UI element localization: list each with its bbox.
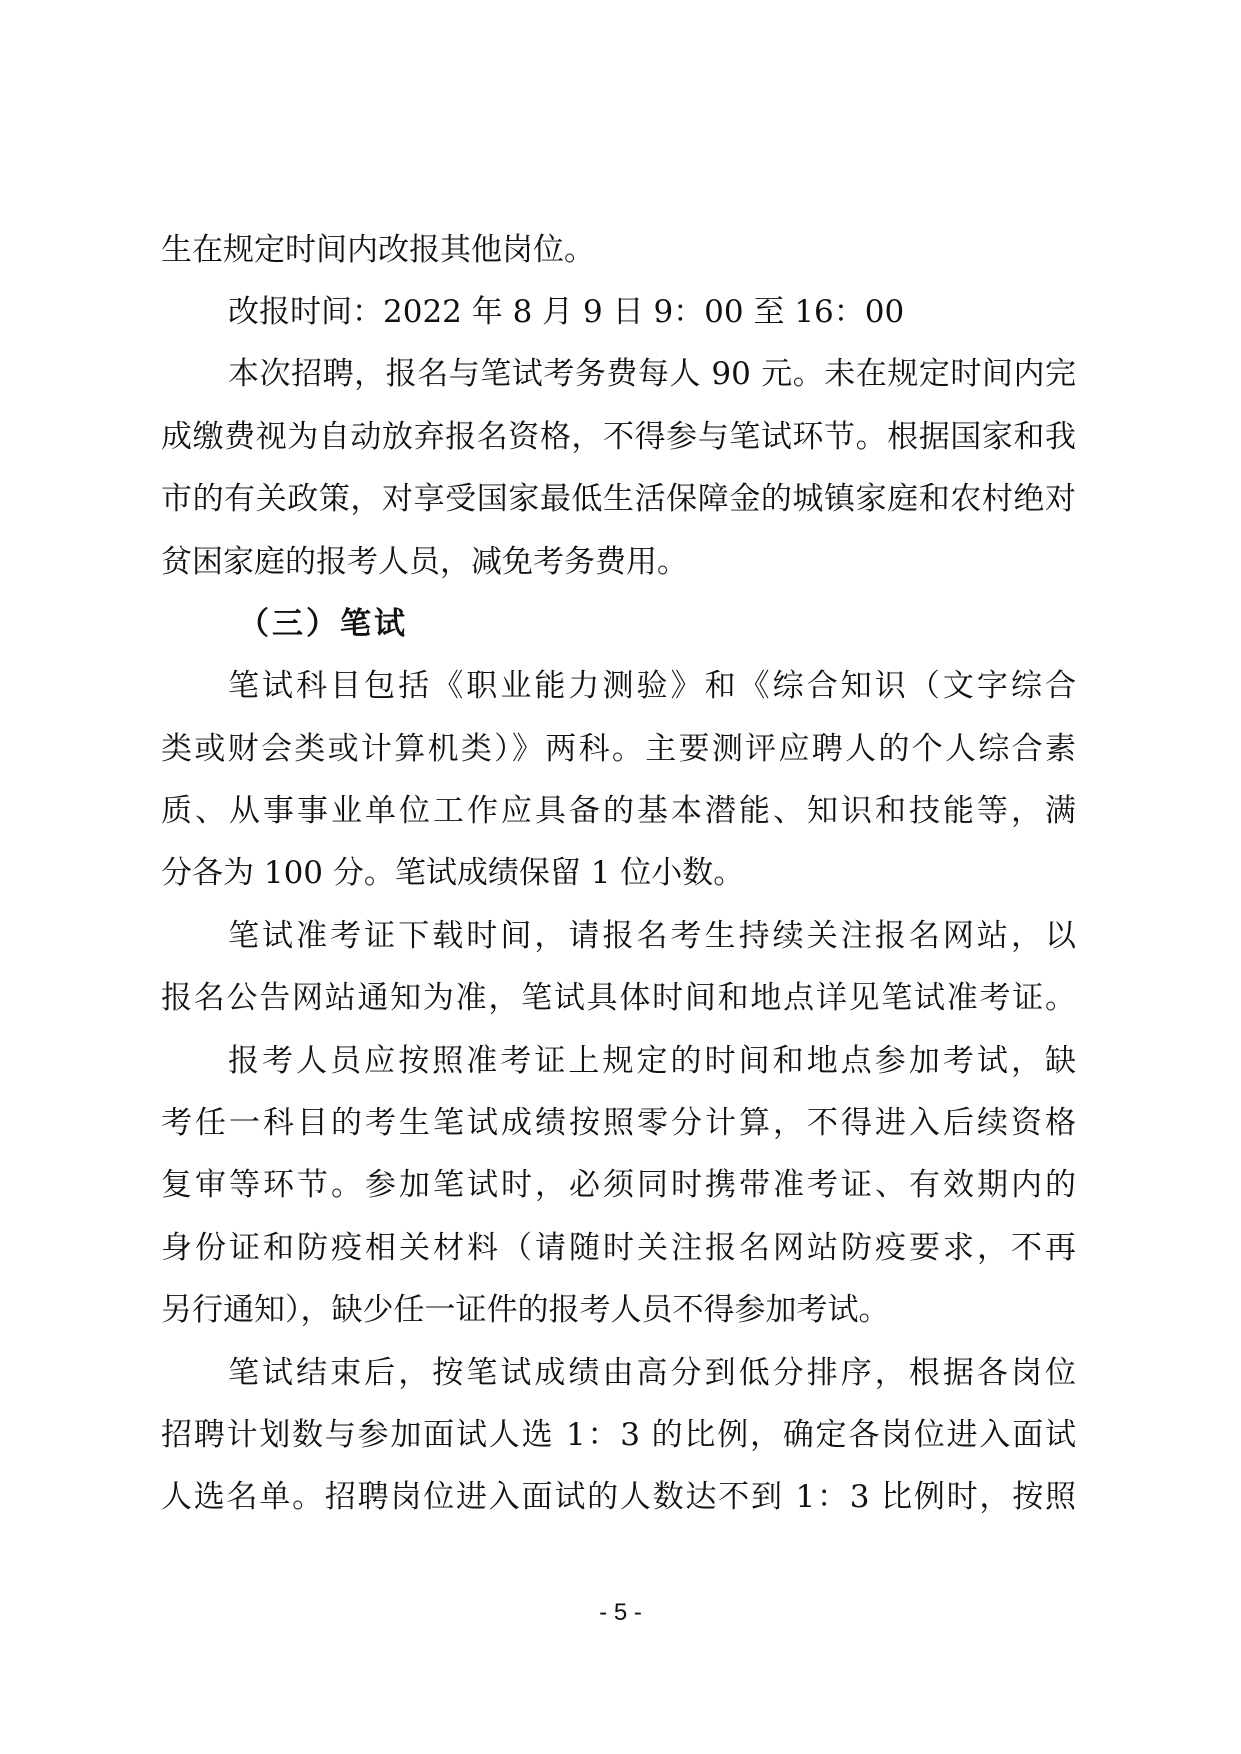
body-line: 市的有关政策，对享受国家最低生活保障金的城镇家庭和农村绝对 (161, 481, 1076, 517)
body-line: 笔试科目包括《职业能力测验》和《综合知识（文字综合 (228, 668, 1076, 704)
body-line: 类或财会类或计算机类）》两科。主要测评应聘人的个人综合素 (161, 731, 1076, 767)
body-line: 本次招聘，报名与笔试考务费每人 90 元。未在规定时间内完 (228, 356, 1076, 392)
body-line: 改报时间：2022 年 8 月 9 日 9：00 至 16：00 (228, 294, 905, 330)
body-line: 复审等环节。参加笔试时，必须同时携带准考证、有效期内的 (161, 1167, 1076, 1203)
body-line: 分各为 100 分。笔试成绩保留 1 位小数。 (161, 855, 745, 891)
body-line: 身份证和防疫相关材料（请随时关注报名网站防疫要求，不再 (161, 1230, 1076, 1266)
body-line: 人选名单。招聘岗位进入面试的人数达不到 1：3 比例时，按照 (161, 1479, 1076, 1515)
body-line: 笔试结束后，按笔试成绩由高分到低分排序，根据各岗位 (228, 1355, 1076, 1391)
body-line: 生在规定时间内改报其他岗位。 (161, 232, 595, 268)
body-line: 贫困家庭的报考人员，减免考务费用。 (161, 544, 688, 580)
body-line: 成缴费视为自动放弃报名资格，不得参与笔试环节。根据国家和我 (161, 419, 1076, 455)
body-line: 考任一科目的考生笔试成绩按照零分计算，不得进入后续资格 (161, 1105, 1076, 1141)
body-line: 另行通知），缺少任一证件的报考人员不得参加考试。 (161, 1292, 890, 1328)
body-line: 笔试准考证下载时间，请报名考生持续关注报名网站，以 (228, 918, 1076, 954)
body-line: 质、从事事业单位工作应具备的基本潜能、知识和技能等，满 (161, 793, 1076, 829)
page-number: - 5 - (599, 1599, 642, 1626)
body-line: 招聘计划数与参加面试人选 1：3 的比例，确定各岗位进入面试 (161, 1417, 1076, 1453)
body-line: 报考人员应按照准考证上规定的时间和地点参加考试，缺 (228, 1043, 1076, 1079)
body-line: 报名公告网站通知为准，笔试具体时间和地点详见笔试准考证。 (161, 980, 1076, 1016)
section-heading: （三）笔试 (238, 606, 408, 642)
